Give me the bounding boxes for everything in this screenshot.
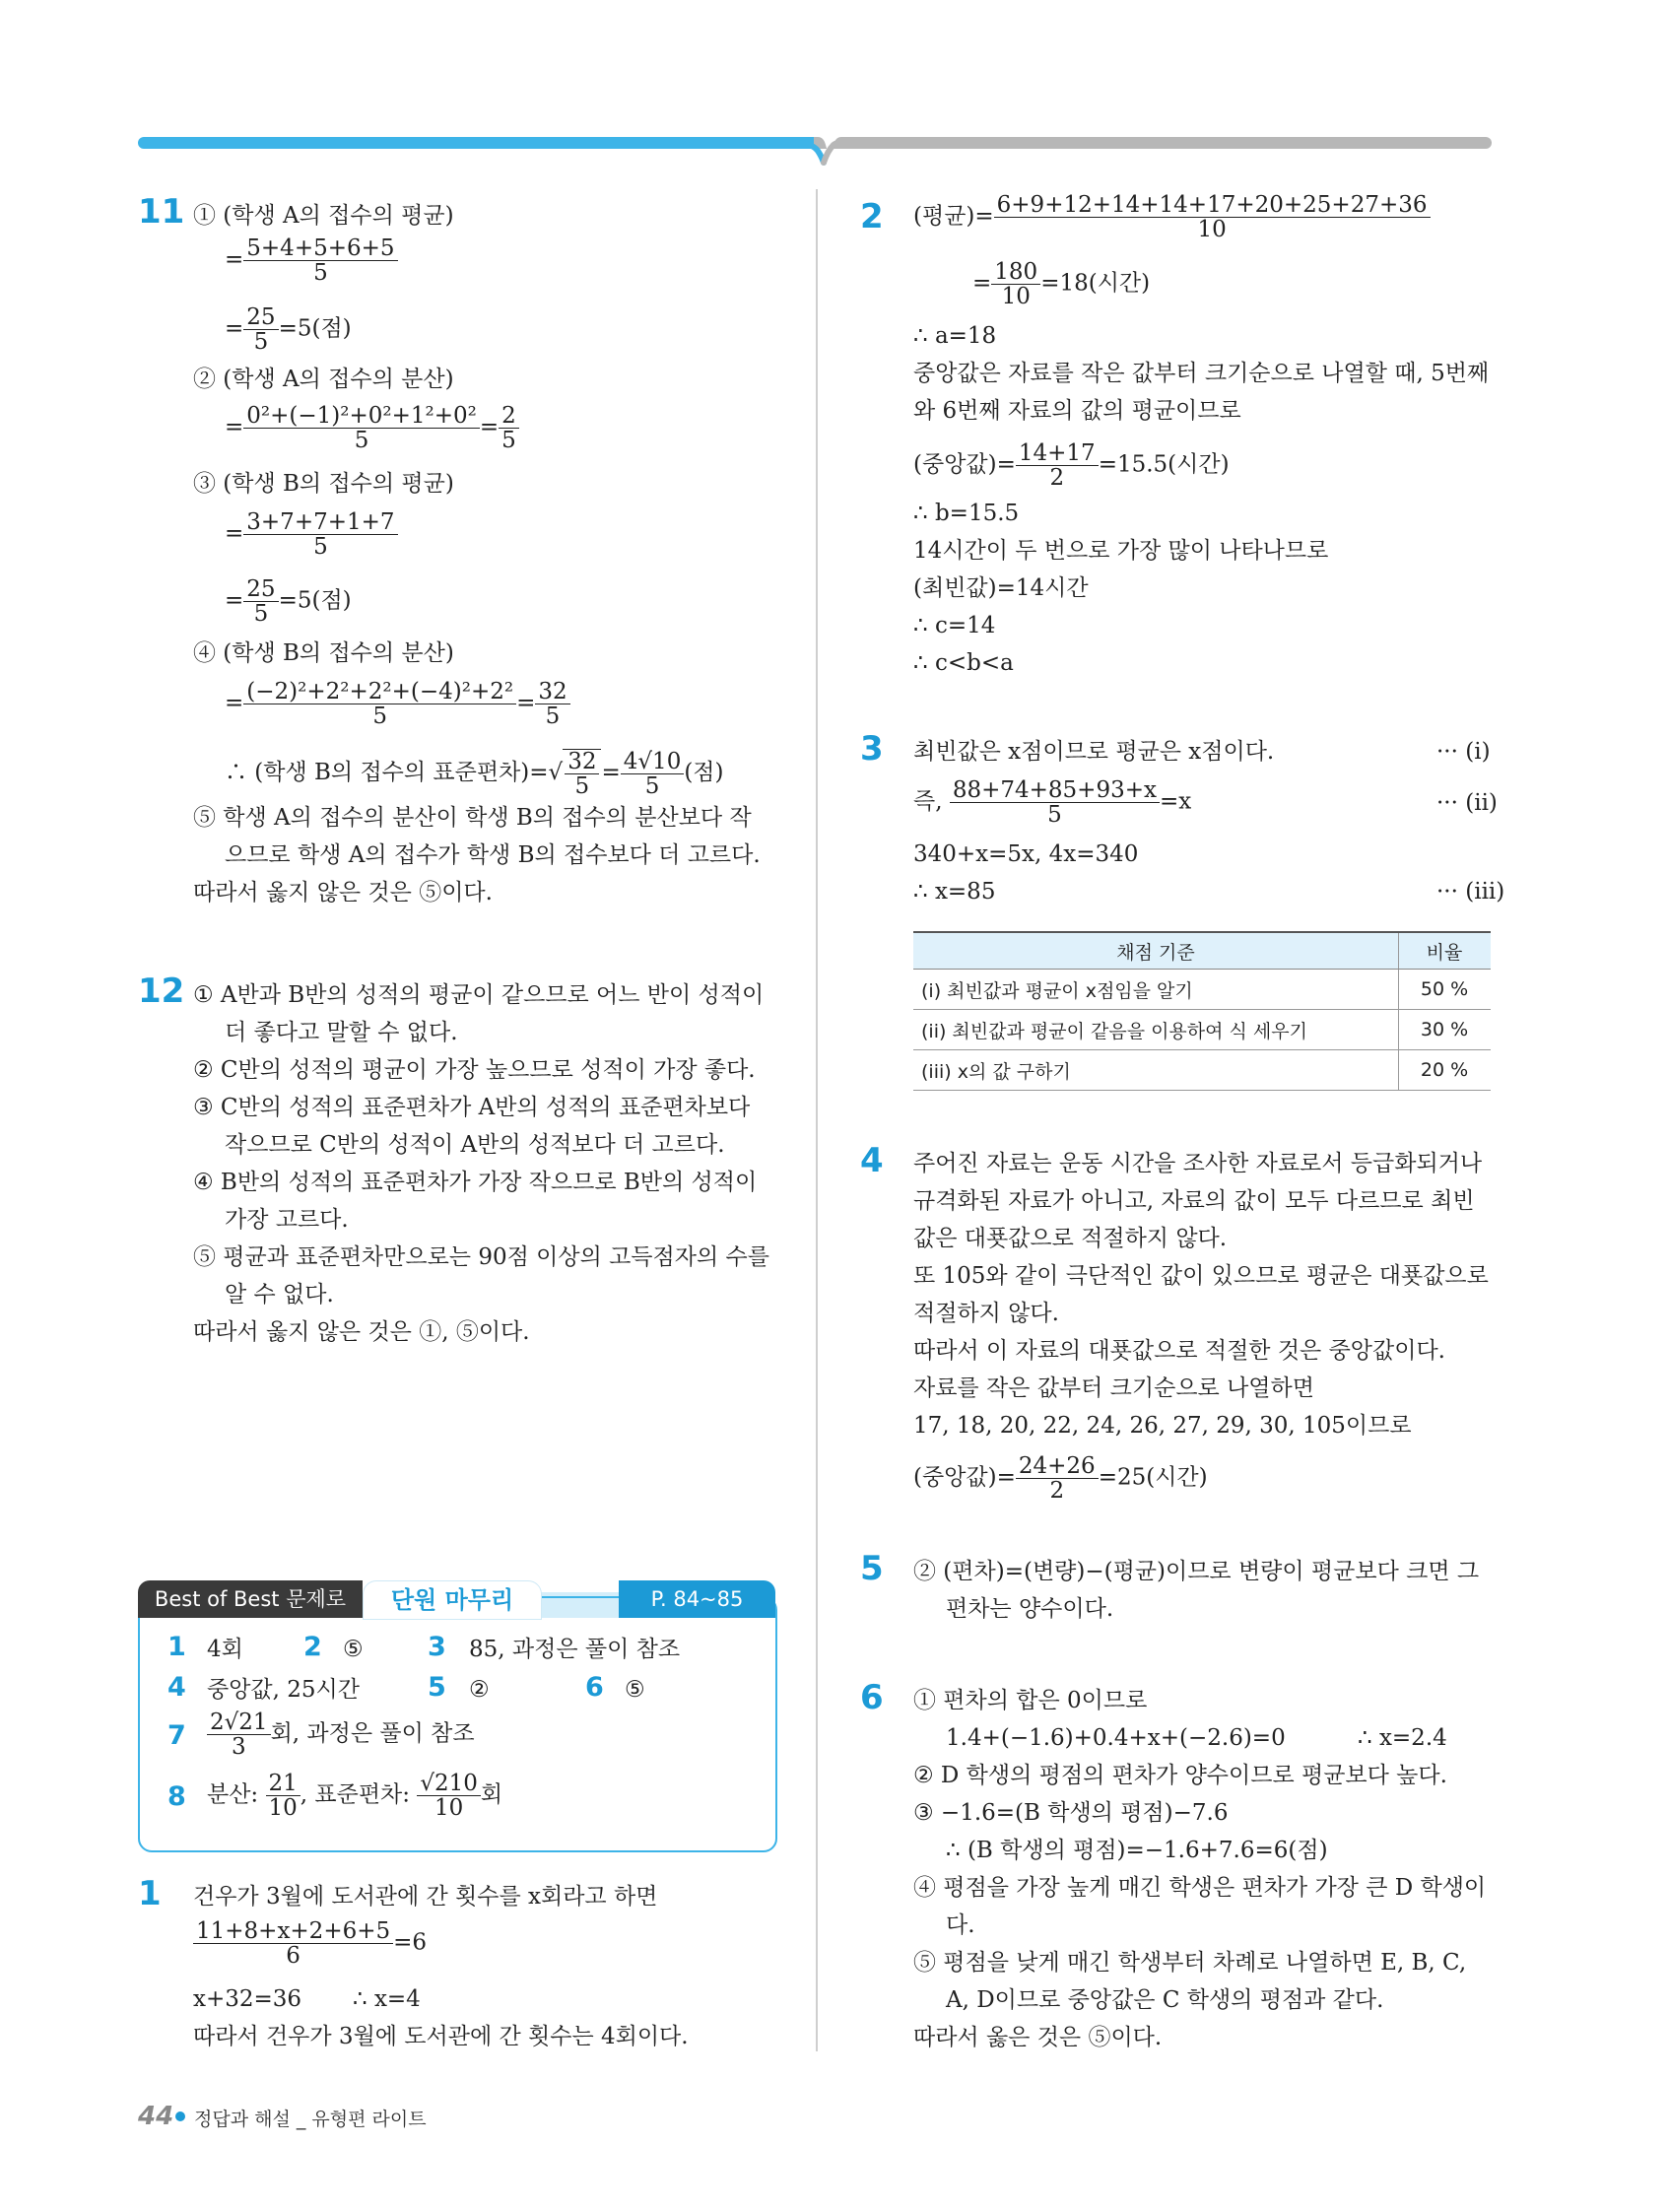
q3-line-2: 즉, $\frac{88+74+85+93+x}{5}$ =x [913,777,1192,828]
q12-line-1: ① A반과 B반의 성적의 평균이 같으므로 어느 반이 성적이 [193,982,765,1008]
question-number-5: 5 [860,1549,884,1588]
tab-unit-review: 단원 마무리 [363,1580,542,1620]
q2-line-5: 와 6번째 자료의 값의 평균이므로 [913,398,1241,424]
q6-line-10: 따라서 옳은 것은 ⑤이다. [913,2025,1163,2050]
s1-line-1: 건우가 3월에 도서관에 간 횟수를 x회라고 하면 [193,1884,658,1910]
q11-line-5: = $\frac{\text{0²+(−1)²+0²+1²+0²}}{5}$ = $\frac{2}{5}$ [225,404,519,452]
column-divider [816,189,818,2051]
q11-line-2: = $\frac{5+4+5+6+5}{5}$ [225,236,398,285]
question-number-11: 11 [138,192,185,232]
table-row [913,1010,1491,1050]
ratio-cell: 30 % [1399,1010,1492,1050]
q6-line-2b: ∴ x=2.4 [1358,1725,1447,1751]
s1-line-2: $\frac{11+8+x+2+6+5}{6}$ =6 [193,1919,427,1968]
footer-dot-icon [175,2111,185,2121]
criteria-cell: (ii) 최빈값과 평균이 같음을 이용하여 식 세우기 [913,1010,1399,1050]
q3-marker-1: ··· (i) [1436,739,1491,765]
q11-line-7: = $\frac{3+7+7+1+7}{5}$ [225,510,398,559]
criteria-cell: (i) 최빈값과 평균이 x점임을 알기 [913,970,1399,1010]
q4-line-3: 값은 대푯값으로 적절하지 않다. [913,1226,1228,1251]
q11-line-14: 따라서 옳지 않은 것은 ⑤이다. [193,880,493,905]
table-row [913,970,1491,1010]
answer-8: 분산: $\frac{21}{10}$ , 표준편차: $\frac{√210}{10}$ 회 [207,1771,503,1821]
q2-line-10: ∴ c=14 [913,613,996,638]
q12-line-10: 따라서 옳지 않은 것은 ①, ⑤이다. [193,1319,530,1345]
q4-line-2: 규격화된 자료가 아니고, 자료의 값이 모두 다르므로 최빈 [913,1188,1475,1214]
q2-line-9: (최빈값)=14시간 [913,575,1089,601]
answer-5: ② [469,1677,490,1703]
q6-line-9: A, D이므로 중앙값은 C 학생의 평점과 같다. [946,1987,1384,2013]
q6-line-7: 다. [946,1912,975,1938]
answer-number-8: 8 [167,1781,186,1812]
q12-line-6: ④ B반의 성적의 표준편차가 가장 작으므로 B반의 성적이 [193,1170,758,1195]
q3-line-3: 340+x=5x, 4x=340 [913,841,1139,867]
q2-line-7: ∴ b=15.5 [913,501,1020,526]
q12-line-7: 가장 고르다. [225,1207,349,1233]
s1-line-4: 따라서 건우가 3월에 도서관에 간 횟수는 4회이다. [193,2024,689,2049]
q4-line-9: (중앙값)= $\frac{24+26}{2}$ =25(시간) [913,1453,1208,1504]
q5-line-1: ② (편차)=(변량)−(평균)이므로 변량이 평균보다 크면 그 [913,1559,1480,1584]
q3-line-4: ∴ x=85 [913,879,996,905]
q11-line-13: 으므로 학생 A의 접수가 학생 B의 접수보다 더 고르다. [225,842,761,868]
q3-marker-2: ··· (ii) [1436,790,1498,816]
s1-line-3a: x+32=36 [193,1986,302,2012]
q4-line-1: 주어진 자료는 운동 시간을 조사한 자료로서 등급화되거나 [913,1151,1483,1176]
q12-line-9: 알 수 없다. [225,1282,334,1307]
answer-number-5: 5 [428,1672,446,1703]
q12-line-2: 더 좋다고 말할 수 없다. [225,1020,458,1045]
q2-line-4: 중앙값은 자료를 작은 값부터 크기순으로 나열할 때, 5번째 [913,361,1490,386]
page-number: 44 [138,2102,174,2131]
question-number-6: 6 [860,1678,884,1717]
answer-4: 중앙값, 25시간 [207,1677,360,1703]
q6-line-2a: 1.4+(−1.6)+0.4+x+(−2.6)=0 [946,1725,1286,1751]
s1-line-3b: ∴ x=4 [353,1986,421,2012]
table-row [913,1050,1491,1091]
q6-line-6: ④ 평점을 가장 높게 매긴 학생은 편차가 가장 큰 D 학생이 [913,1875,1487,1901]
answer-number-2: 2 [303,1632,322,1662]
q2-line-6: (중앙값)= $\frac{14+17}{2}$ =15.5(시간) [913,440,1230,491]
answer-1: 4회 [207,1637,243,1662]
q11-line-11: ∴ (학생 B의 접수의 표준편차)=√ $\frac{32}{5}$ = $\frac{4√10}{5}$ (점) [225,748,724,799]
footer-title: 정답과 해설 _ 유형편 라이트 [194,2109,427,2130]
q6-line-1: ① 편차의 합은 0이므로 [913,1688,1148,1713]
header-bar-gray [814,137,1492,149]
answer-number-4: 4 [167,1672,186,1703]
question-number-3: 3 [860,729,884,769]
ratio-cell: 20 % [1399,1050,1492,1091]
q12-line-4: ③ C반의 성적의 표준편차가 A반의 성적의 표준편차보다 [193,1095,751,1120]
ratio-header: 비율 [1399,932,1492,970]
q11-line-12: ⑤ 학생 A의 접수의 분산이 학생 B의 접수의 분산보다 작 [193,805,752,831]
tab-best-of-best: Best of Best 문제로 [138,1580,363,1618]
question-number-2: 2 [860,197,884,236]
q6-line-8: ⑤ 평점을 낮게 매긴 학생부터 차례로 나열하면 E, B, C, [913,1950,1467,1976]
q11-line-1: ① (학생 A의 접수의 평균) [193,203,454,229]
q11-line-9: ④ (학생 B의 접수의 분산) [193,640,454,666]
solution-number-1: 1 [138,1874,162,1913]
answer-number-3: 3 [428,1632,446,1662]
q12-line-5: 작으므로 C반의 성적이 A반의 성적보다 더 고르다. [225,1132,725,1158]
header-bar-accent [138,137,818,149]
q2-line-2: = $\frac{180}{10}$ =18(시간) [972,259,1151,309]
criteria-header: 채점 기준 [913,932,1399,970]
answer-2: ⑤ [343,1637,364,1662]
q4-line-4: 또 105와 같이 극단적인 값이 있으므로 평균은 대푯값으로 [913,1263,1489,1289]
q5-line-2: 편차는 양수이다. [946,1596,1114,1622]
criteria-cell: (iii) x의 값 구하기 [913,1050,1399,1091]
q12-line-3: ② C반의 성적의 평균이 가장 높으므로 성적이 가장 좋다. [193,1057,756,1083]
scoring-criteria-table [913,931,1491,1091]
answer-number-7: 7 [167,1720,186,1751]
q4-line-5: 적절하지 않다. [913,1301,1059,1326]
answer-number-6: 6 [585,1672,604,1703]
q2-line-3: ∴ a=18 [913,323,997,349]
q4-line-6: 따라서 이 자료의 대푯값으로 적절한 것은 중앙값이다. [913,1338,1445,1364]
q3-marker-3: ··· (iii) [1436,879,1505,905]
q3-line-1: 최빈값은 x점이므로 평균은 x점이다. [913,739,1275,765]
question-number-12: 12 [138,972,185,1011]
q2-line-8: 14시간이 두 번으로 가장 많이 나타나므로 [913,538,1329,564]
answer-3: 85, 과정은 풀이 참조 [469,1637,681,1662]
q11-line-8: = $\frac{25}{5}$ =5(점) [225,576,352,627]
q12-line-8: ⑤ 평균과 표준편차만으로는 90점 이상의 고득점자의 수를 [193,1244,769,1270]
q11-line-6: ③ (학생 B의 접수의 평균) [193,471,454,497]
answer-number-1: 1 [167,1632,186,1662]
tab-page-range: P. 84~85 [619,1580,775,1618]
q6-line-5: ∴ (B 학생의 평점)=−1.6+7.6=6(점) [946,1838,1328,1863]
q11-line-4: ② (학생 A의 접수의 분산) [193,367,454,392]
q11-line-3: = $\frac{25}{5}$ =5(점) [225,304,352,355]
ratio-cell: 50 % [1399,970,1492,1010]
q2-line-1: (평균)= $\frac{6+9+12+14+14+17+20+25+27+36}{10}$ [913,193,1431,241]
q4-line-7: 자료를 작은 값부터 크기순으로 나열하면 [913,1375,1314,1401]
q4-line-8: 17, 18, 20, 22, 24, 26, 27, 29, 30, 105이므로 [913,1413,1412,1439]
header-notch [794,137,841,167]
q2-line-11: ∴ c<b<a [913,650,1014,676]
question-number-4: 4 [860,1141,884,1180]
answer-7: $\frac{2√21}{3}$ 회, 과정은 풀이 참조 [207,1710,475,1759]
q6-line-3: ② D 학생의 평점의 편차가 양수이므로 평균보다 높다. [913,1763,1447,1788]
answer-6: ⑤ [625,1677,645,1703]
q11-line-10: = $\frac{\text{(−2)²+2²+2²+(−4)²+2²}}{5}$ = $\frac{32}{5}$ [225,680,570,728]
q6-line-4: ③ −1.6=(B 학생의 평점)−7.6 [913,1800,1229,1826]
